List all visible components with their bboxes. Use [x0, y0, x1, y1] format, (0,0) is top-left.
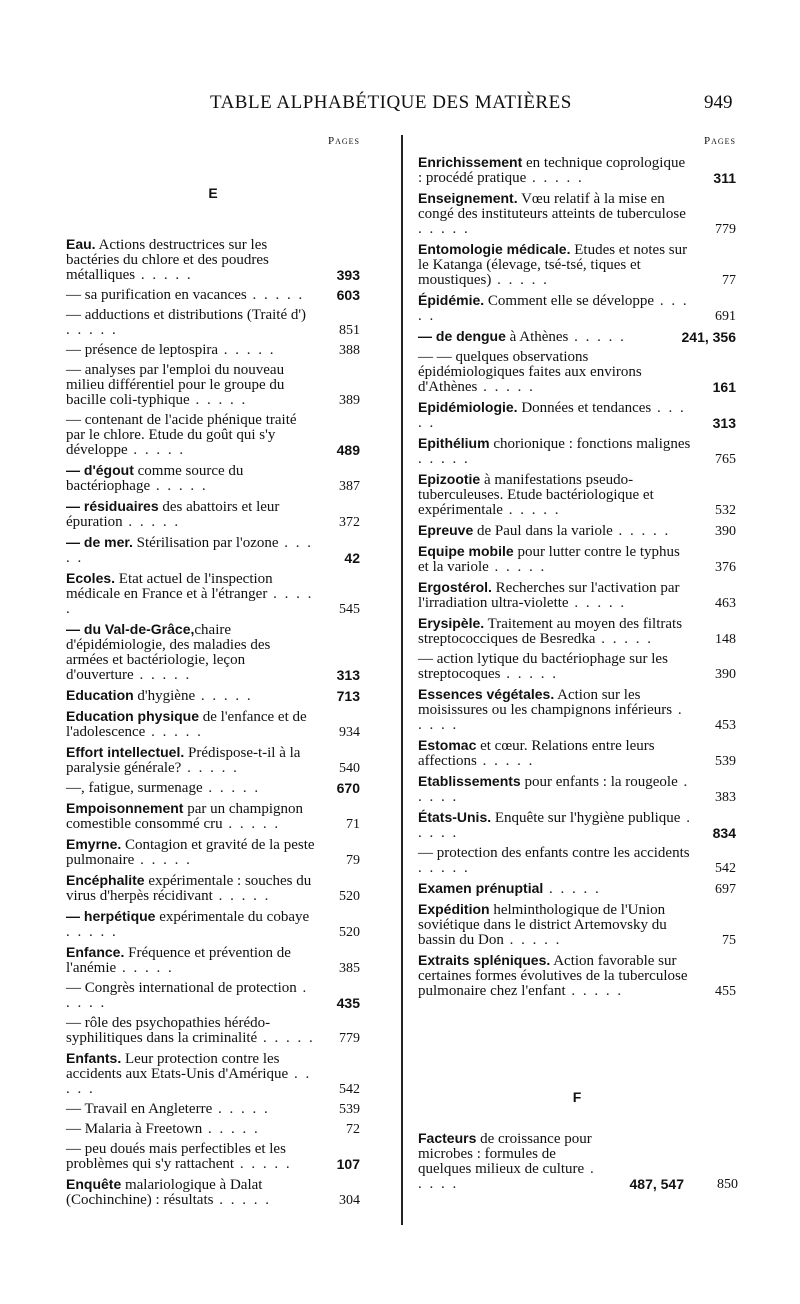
entry-page-number: 72	[346, 1122, 360, 1137]
entry-keyword: Encéphalite	[66, 872, 145, 888]
leader-dots: . . . . .	[595, 631, 653, 647]
entry-page-number: 388	[339, 343, 360, 358]
leader-dots: . . . . .	[491, 272, 549, 288]
entry-text: Stérilisation par l'ozone	[132, 535, 279, 551]
entry-text: — Malaria à Freetown	[66, 1121, 203, 1137]
leader-dots: . . . . .	[135, 267, 193, 283]
entry-text: — sa purification en vacances	[66, 287, 247, 303]
index-entry	[418, 472, 736, 518]
entry-page-number: 834	[712, 825, 736, 841]
leader-dots: . . . . .	[246, 287, 305, 303]
index-entry	[418, 738, 736, 769]
entry-keyword: Examen prénuptial	[418, 880, 544, 896]
index-entry	[66, 413, 360, 458]
entry-text: d'hygiène	[133, 688, 196, 704]
index-entry	[66, 622, 360, 683]
index-entry	[66, 343, 360, 358]
leader-dots: . . . . .	[213, 1192, 271, 1208]
entry-text: expérimentale : souches du virus d'herpès récidivant	[66, 873, 312, 904]
entry-text: chorionique : fonctions malignes	[489, 436, 691, 452]
leader-dots: . . . . .	[418, 400, 686, 431]
entry-text: Recherches sur l'activation par l'irradiation ultra-violette	[418, 580, 680, 611]
index-entry	[418, 1131, 736, 1192]
leader-dots: . . . . .	[202, 1121, 260, 1137]
leader-dots: . . . . .	[150, 478, 208, 494]
entry-text: — adductions et distributions (Traité d')	[66, 307, 307, 323]
leader-dots: . . . . .	[418, 451, 470, 467]
entry-page-number: 489	[336, 442, 360, 458]
entry-keyword: Eau.	[66, 236, 96, 252]
index-entry	[66, 308, 360, 338]
leader-dots: . . . . .	[526, 170, 584, 186]
leader-dots: . . . . .	[66, 535, 314, 566]
index-entry	[66, 1122, 360, 1137]
index-entry	[66, 499, 360, 530]
entry-keyword: Enfants.	[66, 1050, 122, 1066]
index-entry	[66, 745, 360, 776]
entry-page-number: 75	[722, 933, 736, 948]
entry-text: — rôle des psychopathies hérédo-syphilitiques dans la criminalité	[66, 1015, 271, 1046]
leader-dots: . . . . .	[66, 586, 314, 617]
entry-keyword: Education physique	[66, 708, 200, 724]
entry-page-number: 385	[339, 961, 360, 976]
entry-text: — Travail en Angleterre	[66, 1101, 213, 1117]
entry-text: —, fatigue, surmenage	[66, 780, 203, 796]
left-column	[66, 135, 360, 1213]
entry-keyword: Épidémie.	[418, 292, 485, 308]
index-entry	[418, 293, 736, 324]
entry-page-number: 372	[339, 515, 360, 530]
page-title: TABLE ALPHABÉTIQUE DES MATIÈRES	[210, 92, 572, 113]
entry-keyword: Epithélium	[418, 435, 490, 451]
section-letter: F	[572, 1089, 582, 1105]
index-entry	[66, 873, 360, 904]
leader-dots: . . . . .	[418, 702, 684, 733]
leader-dots: . . . . .	[543, 881, 601, 897]
entry-page-number: 387	[339, 479, 360, 494]
entry-page-number: 539	[715, 754, 736, 769]
entry-page-number: 463	[715, 596, 736, 611]
entry-keyword: Ecoles.	[66, 570, 116, 586]
left-entries	[66, 237, 360, 1208]
entry-keyword: — d'égout	[66, 462, 134, 478]
entry-text: Données et tendances	[517, 400, 652, 416]
entry-keyword: Education	[66, 687, 134, 703]
index-entry	[418, 436, 736, 467]
index-entry	[418, 846, 736, 876]
page-number: 949	[704, 92, 733, 113]
leader-dots: . . . . .	[500, 666, 558, 682]
entry-text: de croissance pour microbes : formules de quelques milieux de culture	[418, 1131, 592, 1177]
leader-dots: . . . . .	[418, 810, 692, 841]
entry-text: Etat actuel de l'inspection médicale en France et à l'étranger	[66, 571, 273, 602]
entry-keyword: Effort intellectuel.	[66, 744, 185, 760]
right-column	[418, 135, 736, 1197]
leader-dots: . . . . .	[257, 1030, 315, 1046]
entry-text: helminthologique de l'Union soviétique dans le district Artemovsky du bassin du Don	[418, 902, 667, 948]
entry-page-number: 691	[715, 309, 736, 324]
right-entries	[418, 155, 736, 999]
index-entry	[418, 810, 736, 841]
entry-keyword: Enseignement.	[418, 190, 518, 206]
entry-page-number: 390	[715, 524, 736, 539]
index-entry	[66, 837, 360, 868]
entry-page-number: 765	[715, 452, 736, 467]
index-entry	[66, 288, 360, 303]
right-entries-after	[418, 1131, 736, 1192]
entry-page-number: 313	[712, 415, 736, 431]
entry-keyword: Epizootie	[418, 471, 481, 487]
entry-text: malariologique à Dalat (Cochinchine) : résultats	[66, 1177, 263, 1208]
entry-keyword: Erysipèle.	[418, 615, 485, 631]
leader-dots: . . . . .	[418, 221, 470, 237]
leader-dots: . . . . .	[116, 960, 174, 976]
entry-keyword: Ergostérol.	[418, 579, 492, 595]
pages-label: Pages	[703, 135, 736, 147]
entry-page-number: 390	[715, 667, 736, 682]
entry-page-number: 241, 356	[681, 329, 736, 345]
index-entry	[418, 902, 736, 948]
leader-dots: . . . . .	[568, 329, 626, 345]
entry-page-number: 540	[339, 761, 360, 776]
entry-text: Enquête sur l'hygiène publique	[491, 810, 681, 826]
leader-dots: . . . . .	[418, 774, 690, 805]
entry-page-number: 542	[339, 1082, 360, 1097]
entry-text: Leur protection contre les accidents aux Etats-Unis d'Amérique	[66, 1051, 289, 1082]
leader-dots: . . . . .	[502, 502, 561, 518]
entry-keyword: Essences végétales.	[418, 686, 555, 702]
column-divider	[401, 135, 403, 1225]
entry-keyword: Epreuve	[418, 522, 474, 538]
entry-page-number: 934	[339, 725, 360, 740]
entry-keyword: Entomologie médicale.	[418, 241, 571, 257]
entry-page-number-next: 850	[717, 1177, 738, 1192]
entry-text: en technique coprologique : procédé pratique	[418, 155, 686, 186]
entry-text: de Paul dans la variole	[473, 523, 613, 539]
leader-dots: . . . . .	[565, 983, 624, 999]
leader-dots: . . . . .	[612, 523, 671, 539]
entry-text: Prédispose-t-il à la paralysie générale?	[66, 745, 301, 776]
entry-text: — Congrès international de protection	[66, 980, 297, 996]
entry-text: des abattoirs et leur épuration	[66, 499, 280, 530]
entry-page-number: 383	[715, 790, 736, 805]
index-entry	[418, 616, 736, 647]
leader-dots: . . . . .	[134, 852, 192, 868]
entry-text: — présence de leptospira	[66, 342, 219, 358]
leader-dots: . . . . .	[418, 860, 470, 876]
leader-dots: . . . . .	[122, 514, 181, 530]
leader-dots: . . . . .	[66, 924, 118, 940]
index-entry	[66, 709, 360, 740]
entry-page-number: 393	[336, 267, 360, 283]
entry-page-number: 779	[715, 222, 736, 237]
index-entry	[66, 909, 360, 940]
index-entry	[66, 363, 360, 408]
entry-page-number: 532	[715, 503, 736, 518]
entry-keyword: Enrichissement	[418, 154, 523, 170]
entry-keyword: Extraits spléniques.	[418, 952, 551, 968]
index-entry	[66, 1102, 360, 1117]
leader-dots: . . . . .	[66, 1066, 312, 1097]
index-entry	[418, 329, 736, 345]
entry-page-number: 71	[346, 817, 360, 832]
leader-dots: . . . . .	[133, 667, 192, 683]
entry-keyword: — du Val-de-Grâce,	[66, 621, 195, 637]
index-entry	[66, 1016, 360, 1046]
index-entry	[418, 155, 736, 186]
entry-page-number: 42	[344, 550, 360, 566]
index-entry	[66, 463, 360, 494]
entry-keyword: — de mer.	[66, 534, 133, 550]
entry-page-number: 545	[339, 602, 360, 617]
index-entry	[418, 580, 736, 611]
leader-dots: . . . . .	[476, 753, 535, 769]
leader-dots: . . . . .	[66, 322, 118, 338]
section-letter: E	[208, 185, 218, 201]
page-header	[0, 92, 800, 120]
entry-page-number: 304	[339, 1193, 360, 1208]
entry-page-number: 161	[712, 379, 736, 395]
entry-page-number: 603	[336, 287, 360, 303]
leader-dots: . . . . .	[234, 1156, 292, 1172]
entry-page-number: 542	[715, 861, 736, 876]
entry-text: par un champignon comestible consommé cru	[66, 801, 304, 832]
entry-text: Action sur les moisissures ou les champignons inférieurs	[418, 687, 673, 718]
entry-page-number: 539	[339, 1102, 360, 1117]
entry-keyword: Epidémiologie.	[418, 399, 518, 415]
entry-page-number: 313	[336, 667, 360, 683]
index-entry	[418, 953, 736, 999]
entry-page-number: 851	[339, 323, 360, 338]
entry-text: Action favorable sur certaines formes évolutives de la tuberculose pulmonaire chez l'enfant	[418, 953, 688, 999]
entry-text: Vœu relatif à la mise en congé des instituteurs atteints de tuberculose	[418, 191, 686, 222]
entry-page-number: 455	[715, 984, 736, 999]
entry-keyword: Expédition	[418, 901, 490, 917]
entry-page-number: 520	[339, 889, 360, 904]
entry-page-number: 376	[715, 560, 736, 575]
entry-page-number: 779	[339, 1031, 360, 1046]
entry-keyword: — herpétique	[66, 908, 156, 924]
entry-page-number: 389	[339, 393, 360, 408]
leader-dots: . . . . .	[218, 342, 276, 358]
leader-dots: . . . . .	[222, 816, 281, 832]
entry-keyword: Estomac	[418, 737, 477, 753]
entry-text: Fréquence et prévention de l'anémie	[66, 945, 291, 976]
entry-keyword: — de dengue	[418, 328, 506, 344]
index-entry	[66, 1142, 360, 1172]
index-entry	[418, 400, 736, 431]
entry-page-number: 148	[715, 632, 736, 647]
entry-keyword: Etablissements	[418, 773, 521, 789]
leader-dots: . . . . .	[127, 442, 186, 458]
entry-keyword: Enfance.	[66, 944, 125, 960]
entry-text: — contenant de l'acide phénique traité par le chlore. Etude du goût qui s'y développe	[66, 412, 297, 458]
leader-dots: . . . . .	[477, 379, 535, 395]
entry-keyword: — résiduaires	[66, 498, 159, 514]
leader-dots: . . . . .	[145, 724, 203, 740]
entry-text: — action lytique du bactériophage sur les streptocoques	[418, 651, 668, 682]
index-entry	[66, 535, 360, 566]
index-entry	[66, 801, 360, 832]
leader-dots: . . . . .	[181, 760, 239, 776]
entry-page-number: 713	[336, 688, 360, 704]
entry-keyword: Equipe mobile	[418, 543, 514, 559]
pages-label: Pages	[327, 135, 360, 147]
entry-text: — peu doués mais perfectibles et les problèmes qui s'y rattachent	[66, 1141, 286, 1172]
entry-text: pour lutter contre le typhus et la variole	[418, 544, 680, 575]
leader-dots: . . . . .	[503, 932, 562, 948]
entry-keyword: États-Unis.	[418, 809, 492, 825]
entry-keyword: Enquête	[66, 1176, 122, 1192]
entry-text: à manifestations pseudo-tuberculeuses. Etude bactériologique et expérimentale	[418, 472, 654, 518]
index-entry	[418, 242, 736, 288]
entry-text: expérimentale du cobaye	[155, 909, 310, 925]
index-entry	[418, 774, 736, 805]
leader-dots: . . . . .	[202, 780, 261, 796]
index-entry	[66, 237, 360, 283]
leader-dots: . . . . .	[418, 293, 689, 324]
entry-page-number: 311	[713, 170, 736, 186]
entry-page-number: 453	[715, 718, 736, 733]
leader-dots: . . . . .	[568, 595, 627, 611]
leader-dots: . . . . .	[488, 559, 547, 575]
index-entry	[66, 981, 360, 1011]
index-entry	[66, 688, 360, 704]
entry-text: chaire d'épidémiologie, des maladies des armées et bactériologie, leçon d'ouverture	[66, 622, 271, 683]
entry-page-number: 77	[722, 273, 736, 288]
entry-page-number: 670	[336, 780, 360, 796]
index-entry	[418, 544, 736, 575]
leader-dots: . . . . .	[212, 1101, 270, 1117]
index-entry	[418, 191, 736, 237]
entry-text: — protection des enfants contre les accidents	[418, 845, 690, 861]
entry-text: Contagion et gravité de la peste pulmonaire	[66, 837, 315, 868]
index-entry	[66, 945, 360, 976]
entry-page-number: 520	[339, 925, 360, 940]
index-entry	[66, 781, 360, 796]
entry-text: Comment elle se développe	[484, 293, 655, 309]
leader-dots: . . . . .	[195, 688, 253, 704]
entry-text: — — quelques observations épidémiologiques faites aux environs d'Athènes	[418, 349, 642, 395]
index-entry	[418, 687, 736, 733]
entry-page-number: 435	[336, 995, 360, 1011]
entry-text: et cœur. Relations entre leurs affections	[418, 738, 655, 769]
entry-text: comme source du bactériophage	[66, 463, 244, 494]
index-entry	[418, 350, 736, 395]
index-entry	[418, 881, 736, 897]
entry-text: pour enfants : la rougeole	[520, 774, 678, 790]
leader-dots: . . . . .	[418, 1161, 596, 1192]
entry-page-number: 107	[336, 1156, 360, 1172]
entry-page-number: 79	[346, 853, 360, 868]
index-entry	[66, 1177, 360, 1208]
entry-text: Traitement au moyen des filtrats streptococciques de Besredka	[418, 616, 683, 647]
leader-dots: . . . . .	[189, 392, 248, 408]
entry-text: de l'enfance et de l'adolescence	[66, 709, 307, 740]
entry-keyword: Facteurs	[418, 1130, 477, 1146]
entry-text: Actions destructrices sur les bactéries du chlore et des poudres métalliques	[66, 237, 269, 283]
entry-page-number: 697	[715, 882, 736, 897]
index-entry	[418, 652, 736, 682]
index-entry	[66, 1051, 360, 1097]
entry-page-number: 487, 547	[629, 1176, 684, 1192]
leader-dots: . . . . .	[212, 888, 271, 904]
index-entry	[418, 523, 736, 539]
entry-text: à Athènes	[505, 329, 569, 345]
entry-text: — analyses par l'emploi du nouveau milieu différentiel pour le groupe du bacille coli-typhique	[66, 362, 285, 408]
entry-text: Etudes et notes sur le Katanga (élevage, tsé-tsé, tiques et moustiques)	[418, 242, 688, 288]
leader-dots: . . . . .	[66, 980, 309, 1011]
index-entry	[66, 571, 360, 617]
entry-keyword: Emyrne.	[66, 836, 122, 852]
entry-keyword: Empoisonnement	[66, 800, 184, 816]
